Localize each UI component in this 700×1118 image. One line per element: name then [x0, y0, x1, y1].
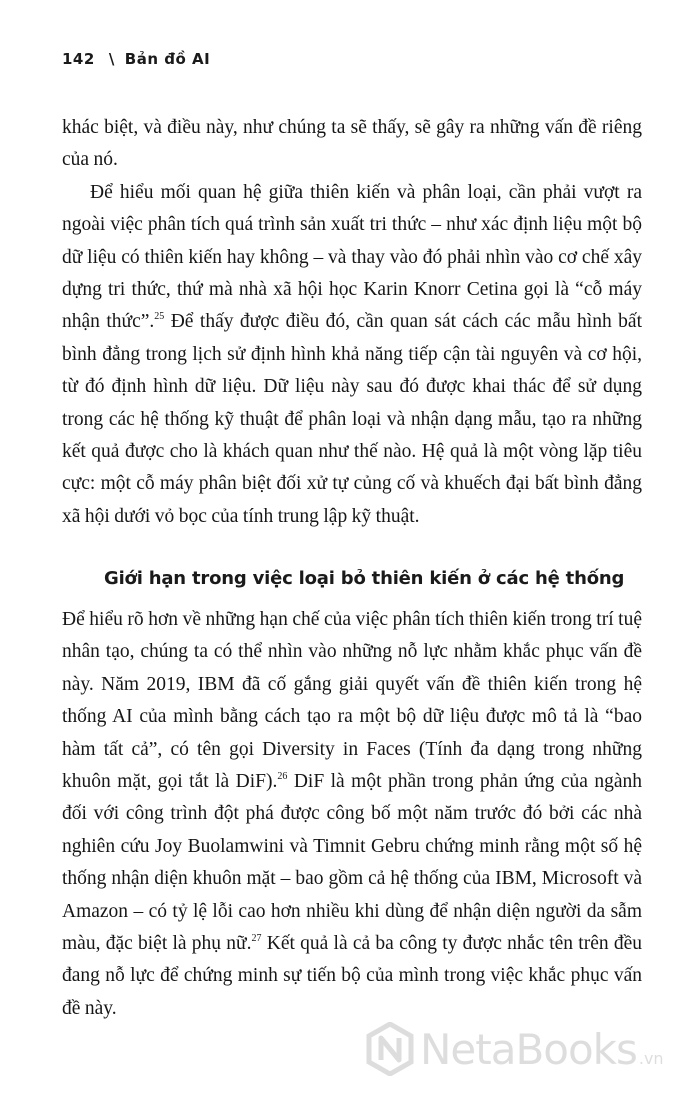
- paragraph-text: Kết quả là cả ba công ty được nhắc tên trên đều đang nỗ lực để chứng minh sự tiến bộ của mình trong việc khắc phục vấn đề này.: [62, 933, 643, 1019]
- netabooks-logo-icon: [366, 1022, 414, 1076]
- watermark-brand: NetaBooks: [420, 1024, 637, 1074]
- book-title: Bản đồ AI: [124, 50, 211, 68]
- paragraph-text: Để thấy được điều đó, cần quan sát cách các mẫu hình bất bình đẳng trong lịch sử định hình khả năng tiếp cận tài nguyên và cơ hội, từ đó định hình dữ liệu. Dữ liệu này sau đó được khai thác để sử dụng trong các hệ thống kỹ thuật để phân loại và nhận dạng mẫu, tạo ra những kết quả được cho là khách quan như thế nào. Hệ quả là một vòng lặp tiêu cực: một cỗ máy phân biệt đối xử tự củng cố và khuếch đại bất bình đẳng xã hội dưới vỏ bọc của tính trung lập kỹ thuật.: [62, 311, 642, 527]
- paragraph-text: Để hiểu rõ hơn về những hạn chế của việc phân tích thiên kiến trong trí tuệ nhân tạo, chúng ta có thể nhìn vào những nỗ lực nhằm khắc phục vấn đề này. Năm 2019, IBM đã cố gắng giải quyết vấn đề thiên kiến trong hệ thống AI của mình bằng cách tạo ra một bộ dữ liệu được mô tả là “bao hàm tất cả”, có tên gọi Diversity in Faces (Tính đa dạng trong những khuôn mặt, gọi tắt là DiF).: [62, 609, 642, 793]
- body-text-top: [62, 112, 642, 533]
- paragraph-text: Để hiểu mối quan hệ giữa thiên kiến và phân loại, cần phải vượt ra ngoài việc phân tích quá trình sản xuất tri thức – như xác định liệu một bộ dữ liệu có thiên kiến hay không – và thay vào đó phải nhìn vào cơ chế xây dựng tri thức, thứ mà nhà xã hội học Karin Knorr Cetina gọi là “cỗ máy nhận thức”.: [62, 181, 642, 333]
- watermark-suffix: .vn: [638, 1049, 664, 1068]
- footnote-ref-25: 25: [154, 311, 165, 323]
- page-number: 142: [62, 50, 95, 68]
- footnote-ref-26: 26: [277, 771, 288, 783]
- watermark: [366, 1022, 664, 1076]
- section-heading: Giới hạn trong việc loại bỏ thiên kiến ở các hệ thống: [104, 568, 625, 589]
- paragraph-debiasing-limits: [62, 604, 642, 1025]
- continuation-paragraph: khác biệt, và điều này, như chúng ta sẽ thấy, sẽ gây ra những vấn đề riêng của nó.: [62, 117, 642, 171]
- paragraph-bias-classification: [62, 177, 642, 533]
- running-head: [62, 50, 210, 68]
- paragraph-text: DiF là một phần trong phản ứng của ngành đối với công trình đột phá được công bố một năm trước đó bởi các nhà nghiên cứu Joy Buolamwini và Timnit Gebru chứng minh rằng một số hệ thống nhận diện khuôn mặt – bao gồm cả hệ thống của IBM, Microsoft và Amazon – có tỷ lệ lỗi cao hơn nhiều khi dùng để nhận diện người da sẫm màu, đặc biệt là phụ nữ.: [62, 771, 642, 955]
- footnote-ref-27: 27: [251, 933, 262, 945]
- header-separator: \: [108, 50, 115, 68]
- body-text-bottom: [62, 604, 642, 1025]
